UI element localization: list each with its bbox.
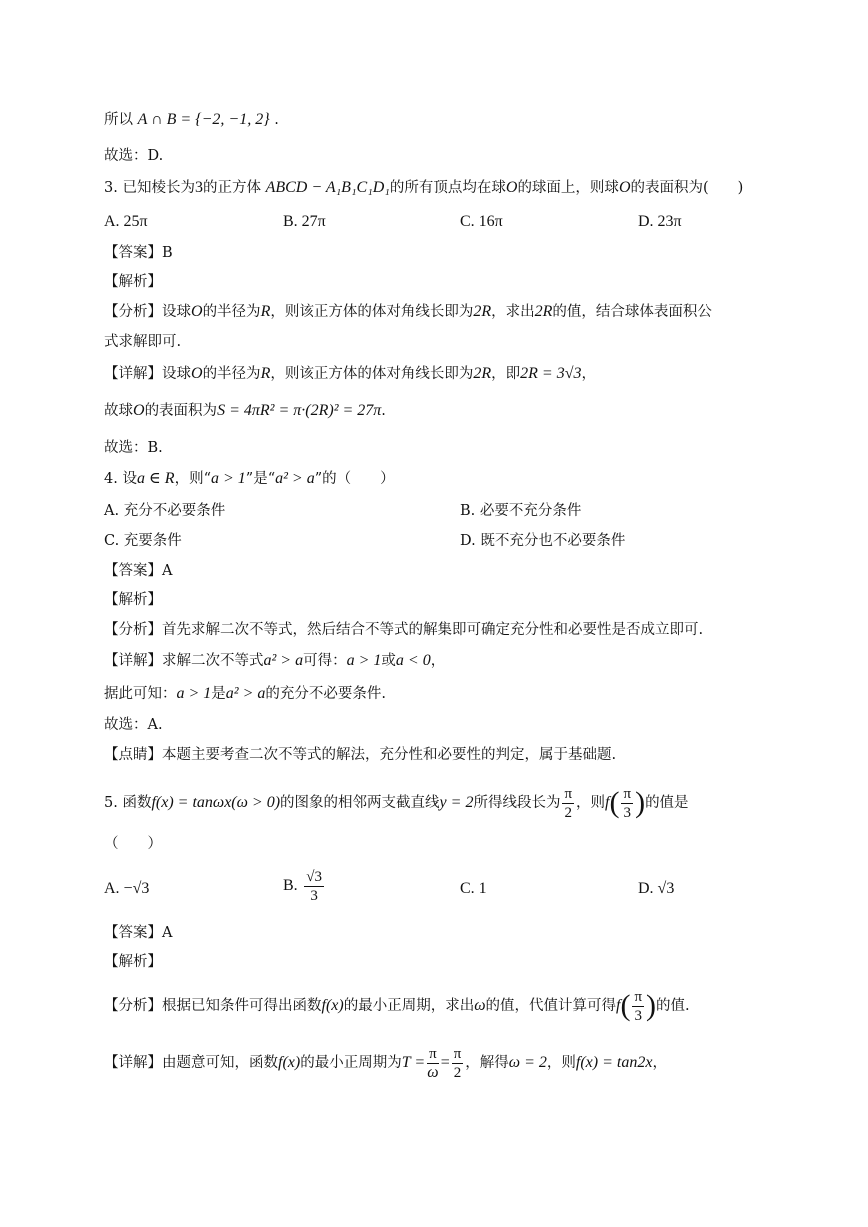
question-4-stem: [104, 469, 395, 489]
text: ，则该正方体的体对角线长即为: [270, 366, 474, 382]
text: 可得：: [303, 653, 347, 669]
math: a > 1: [346, 652, 382, 669]
paren-right: ): [646, 989, 657, 1022]
math: f(x) = tan2x: [575, 1054, 653, 1071]
choice-3: 故选：B.: [104, 440, 163, 456]
q5-option-a: A. −√3: [104, 880, 150, 897]
q3-option-b: B. 27π: [283, 213, 326, 230]
numerator: π: [623, 785, 632, 802]
text: 据此可知：: [104, 686, 177, 702]
math-function: f(x) = tanωx(ω > 0): [151, 794, 281, 811]
text: 的半径为: [202, 304, 261, 320]
math-omega: ω: [474, 997, 486, 1014]
analysis-3-line1: [104, 302, 712, 322]
text: ，则: [546, 1055, 576, 1071]
analysis-4-heading: 【解析】: [104, 592, 162, 608]
math-T: T =: [401, 1054, 426, 1071]
text: 【详解】由题意可知，函数: [104, 1055, 278, 1071]
math-2R: 2R: [473, 365, 492, 382]
q4-option-c: C. 充要条件: [104, 533, 182, 549]
math-O: O: [618, 179, 631, 196]
text: 【分析】根据已知条件可得出函数: [104, 998, 322, 1014]
numerator: π: [634, 988, 643, 1005]
math-R: R: [260, 365, 271, 382]
numerator: π: [564, 785, 573, 802]
math: a > 1: [211, 470, 246, 487]
denominator: 2: [453, 1064, 462, 1081]
math-equation: 2R = 3√3: [520, 365, 582, 382]
numerator: π: [453, 1045, 462, 1062]
text: ，求出: [491, 304, 535, 320]
text: 所得线段长为: [473, 795, 561, 811]
text: ，解得: [465, 1055, 509, 1071]
math-R: R: [260, 303, 271, 320]
math: a² > a: [263, 652, 304, 669]
math-set: A ∩ B = {−2, −1, 2}: [137, 111, 270, 128]
text: ”是“: [245, 471, 276, 487]
paren-left: (: [620, 989, 631, 1022]
text: 的正方体: [202, 180, 261, 196]
numerator: √3: [306, 868, 323, 885]
fraction-sqrt3-over-3: [304, 868, 324, 905]
analysis-4: 【分析】首先求解二次不等式，然后结合不等式的解集即可确定充分性和必要性是否成立即可.: [104, 622, 704, 638]
math-2R: 2R: [473, 303, 492, 320]
choice-4: 故选：A.: [104, 717, 163, 733]
text: 3. 已知棱长为: [104, 180, 195, 196]
math: a² > a: [225, 685, 266, 702]
math: a² > a: [275, 470, 315, 487]
math-function: f(x): [321, 997, 344, 1014]
analysis-5: [104, 986, 690, 1026]
denominator: 2: [564, 804, 572, 821]
text: 的最小正周期，求出: [343, 998, 475, 1014]
math-cube: ABCD − A₁B₁C₁D₁: [265, 179, 390, 196]
math-function: f(x): [278, 1054, 301, 1071]
math-2R: 2R: [534, 303, 553, 320]
text: 的图象的相邻两支截直线: [280, 795, 440, 811]
math: ω = 2: [508, 1054, 547, 1071]
question-5-paren: （ ）: [104, 836, 162, 852]
detail-3-line1: [104, 364, 596, 384]
text: 是: [211, 686, 226, 702]
paren-right: ): [635, 786, 646, 819]
q5-option-d: D. √3: [638, 880, 675, 897]
text: 或: [381, 653, 396, 669]
math-number: 3: [194, 179, 203, 196]
text: ，: [652, 1055, 667, 1071]
fraction-pi-over-3: [621, 785, 633, 822]
q4-option-b: B. 必要不充分条件: [460, 503, 582, 519]
text: ，则“: [174, 471, 211, 487]
text: ，: [430, 653, 446, 669]
text: 的值，结合球体表面积公: [552, 304, 712, 320]
text: 的值，代值计算可得: [485, 998, 616, 1014]
text: ”的（ ）: [314, 471, 395, 487]
text: 所以: [104, 112, 133, 128]
text: 的值是: [645, 795, 689, 811]
text: 的充分不必要条件.: [265, 686, 386, 702]
q4-option-d: D. 既不充分也不必要条件: [460, 533, 626, 549]
answer-4: 【答案】A: [104, 563, 173, 579]
q3-option-a: A. 25π: [104, 213, 148, 230]
math-O: O: [133, 402, 145, 419]
text: 的所有顶点均在球: [389, 180, 506, 196]
denominator: 3: [310, 887, 318, 904]
text: 的值.: [656, 998, 690, 1014]
math: y = 2: [439, 794, 474, 811]
fraction-pi-over-2: [562, 785, 574, 822]
text: ，: [581, 366, 596, 382]
math: a > 1: [176, 685, 212, 702]
q4-option-a: A. 充分不必要条件: [104, 503, 226, 519]
line-set-result: [104, 110, 279, 130]
question-3-stem: [104, 178, 743, 198]
text: 的半径为: [202, 366, 261, 382]
math: a ∈ R: [136, 470, 175, 487]
option-label: B.: [283, 877, 298, 894]
denominator: ω: [427, 1063, 439, 1081]
text: 的表面积为( ): [630, 180, 744, 196]
question-5-stem: [104, 784, 689, 822]
q5-option-b: [283, 866, 326, 906]
math: a < 0: [395, 652, 431, 669]
text: 5. 函数: [104, 795, 152, 811]
text: 【分析】设球: [104, 304, 191, 320]
fraction-pi-over-omega: [427, 1045, 439, 1082]
text: 【详解】设球: [104, 366, 191, 382]
text: 4. 设: [104, 471, 137, 487]
numerator: π: [429, 1045, 437, 1062]
answer-3: 【答案】B: [104, 245, 173, 261]
q5-option-c: C. 1: [460, 880, 487, 897]
q3-option-d: D. 23π: [638, 213, 682, 230]
math-f: f: [616, 997, 621, 1014]
math-O: O: [505, 179, 518, 196]
text: ，即: [491, 366, 521, 382]
text: .: [381, 403, 386, 419]
fraction-pi-over-3: [632, 988, 644, 1025]
answer-5: 【答案】A: [104, 925, 173, 941]
text: ，则: [576, 795, 606, 811]
q3-option-c: C. 16π: [460, 213, 503, 230]
line-choice-d: 故选：D.: [104, 148, 164, 164]
detail-5: 【详解】由题意可知，函数f(x)的最小正周期为T = $\frac{\pi}{\omega}$ = $\frac{\pi}{2}$ ，解得ω = 2，则f(x) = tan2x，: [104, 1045, 667, 1081]
paren-left: (: [609, 786, 620, 819]
fraction-pi-over-2: [452, 1045, 464, 1082]
math-f: f: [605, 794, 610, 811]
math-surface-area: S = 4πR² = π·(2R)² = 27π: [217, 402, 382, 419]
analysis-3-line2: 式求解即可.: [104, 334, 182, 350]
text: 故球: [104, 403, 133, 419]
text: ，则该正方体的体对角线长即为: [270, 304, 474, 320]
comment-4: 【点睛】本题主要考查二次不等式的解法，充分性和必要性的判定，属于基础题.: [104, 747, 617, 763]
text: 的最小正周期为: [300, 1055, 402, 1071]
denominator: 3: [623, 804, 632, 821]
text: 的球面上，则球: [517, 180, 619, 196]
analysis-3-heading: 【解析】: [104, 274, 162, 290]
text: 的表面积为: [144, 403, 218, 419]
math-O: O: [191, 303, 203, 320]
text: .: [274, 112, 279, 128]
math-O: O: [191, 365, 203, 382]
denominator: 3: [634, 1007, 642, 1024]
detail-4-line2: [104, 684, 386, 704]
analysis-5-heading: 【解析】: [104, 954, 162, 970]
text: 【详解】求解二次不等式: [104, 653, 264, 669]
detail-3-line2: [104, 401, 386, 421]
detail-4-line1: [104, 651, 445, 671]
